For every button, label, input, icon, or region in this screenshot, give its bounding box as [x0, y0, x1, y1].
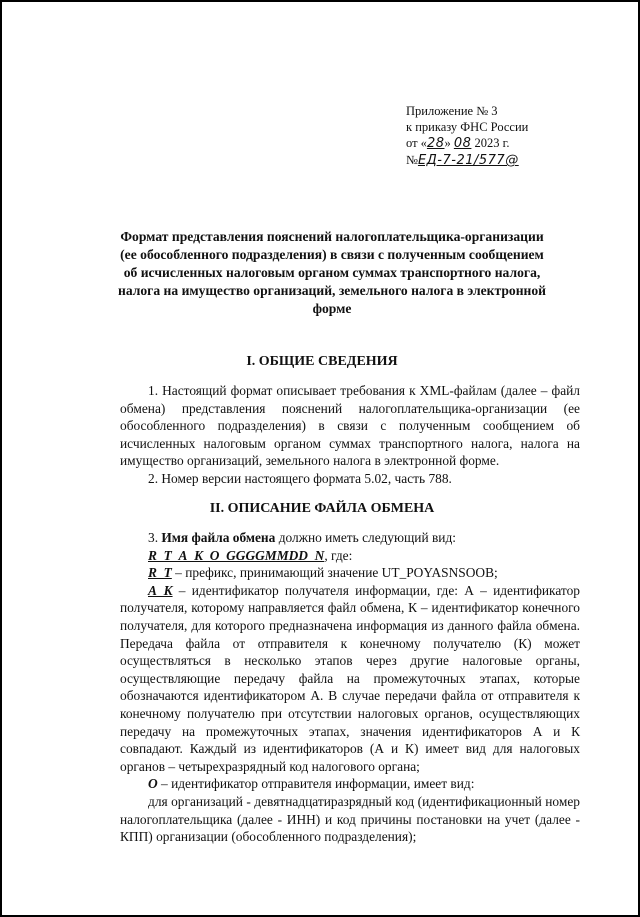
recipient-definition: A_K – идентификатор получателя информации, где: А – идентификатор получателя, которому направляется файл обмена, К – идентификатор конечного получателя, для которого предназначена информация из данного файла обмена. Передача файла от отправителя к конечному получателю (К) может осуществляться в несколько этапов через другие налоговые органы, осуществляющие передачу файла на промежуточных этапах, которые обозначаются идентификатором А. В случае передачи файла от отправителя к конечному получателю при отсутствии налоговых органов, осуществляющих передачу на промежуточных этапах, значения идентификаторов А и К совпадают. Каждый из идентификаторов (А и К) имеет вид для налоговых органов – четырехразрядный код налогового органа;	[120, 582, 580, 774]
appendix-date: от «28» 08 2023 г.	[406, 136, 510, 151]
sender-definition: O – идентификатор отправителя информации, имеет вид:	[148, 776, 475, 792]
section-2-heading: II. ОПИСАНИЕ ФАЙЛА ОБМЕНА	[209, 501, 435, 516]
section-1-text	[120, 382, 580, 488]
handwritten-order-number: ЕД-7-21/577@	[417, 153, 519, 168]
appendix-line-1: Приложение № 3	[406, 104, 498, 118]
document-title: Формат представления пояснений налогоплательщика-организации (ее обособленного подразделения) в связи с полученным сообщением об исчисленных налоговым органом суммах транспортного налога, налога на имущество организаций, земельного налога в электронной форме	[118, 229, 546, 316]
appendix-line-2: к приказу ФНС России	[406, 120, 529, 134]
appendix-number: №ЕД-7-21/577@	[406, 153, 519, 168]
handwritten-day: 28	[426, 136, 445, 151]
handwritten-month: 08	[453, 136, 472, 151]
paragraph-3: 3. Имя файла обмена должно иметь следующий вид:	[148, 530, 456, 545]
file-name-term: Имя файла обмена	[161, 530, 276, 545]
section-2-text	[120, 529, 580, 846]
appendix-block	[406, 103, 528, 169]
paragraph-2: 2. Номер версии настоящего формата 5.02, часть 788.	[148, 470, 452, 486]
file-name-pattern: R_T_A_K_O_GGGGMMDD_N, где:	[148, 547, 353, 563]
section-1-heading: I. ОБЩИЕ СВЕДЕНИЯ	[246, 354, 398, 369]
prefix-definition: R_T – префикс, принимающий значение UT_POYASNSOOB;	[148, 565, 498, 581]
paragraph-1: 1. Настоящий формат описывает требования к XML-файлам (далее – файл обмена) представления пояснений налогоплательщика-организации (ее обособленного подразделения) в связи с полученным сообщением об исчисленных налоговым органом суммах транспортного налога, налога на имущество организаций, земельного налога в электронной форме.	[120, 383, 580, 469]
organization-definition: для организаций - девятнадцатиразрядный код (идентификационный номер налогоплательщика (далее - ИНН) и код причины постановки на учет (далее - КПП) организации (обособленного подразделения);	[120, 793, 580, 845]
